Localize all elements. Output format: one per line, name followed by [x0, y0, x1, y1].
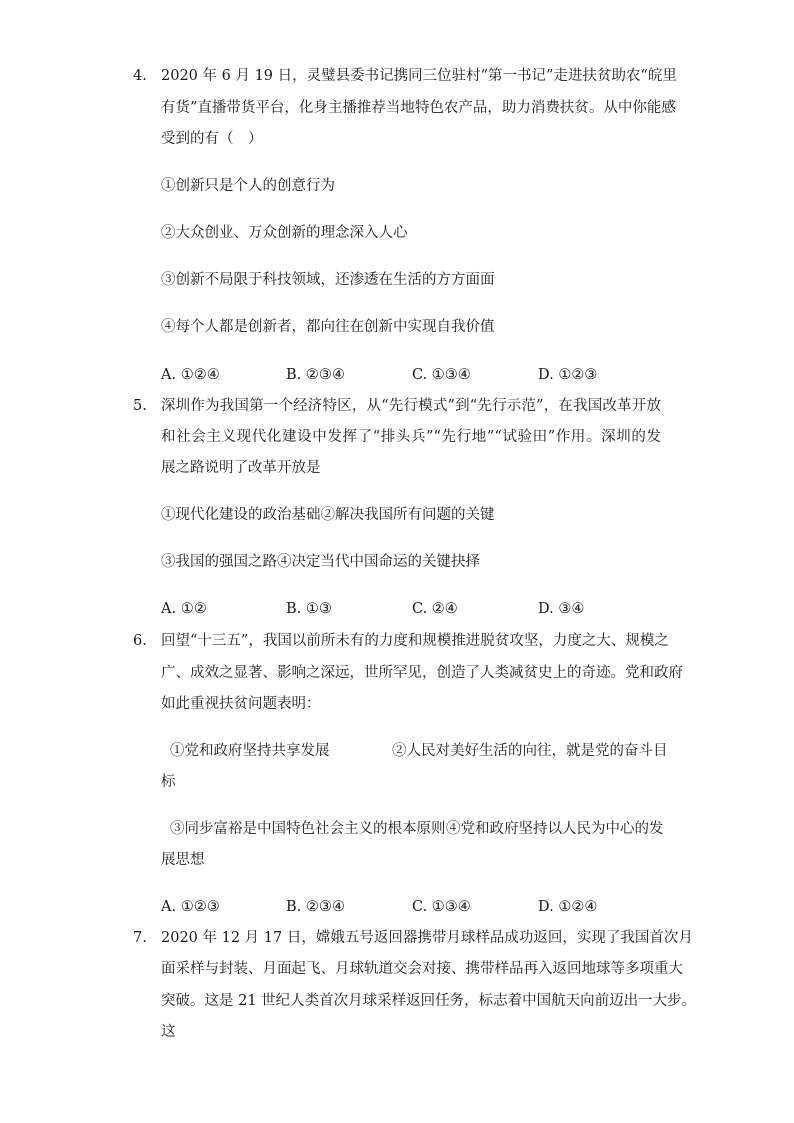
question-stem-line: 突破。这是 21 世纪人类首次月球采样返回任务，标志着中国航天向前迈出一大步。	[161, 993, 697, 1009]
question-stem-line: 这	[161, 1024, 176, 1040]
option-a[interactable]: A. ①②④	[161, 367, 220, 383]
question-stem-line: 面采样与封装、月面起飞、月球轨道交会对接、携带样品再入返回地球等多项重大	[161, 961, 683, 977]
question-number: 6.	[133, 633, 147, 649]
statement: ①创新只是个人的创意行为	[161, 178, 335, 194]
question-number: 4.	[133, 68, 147, 84]
question-stem-line: 展之路说明了改革开放是	[161, 460, 321, 476]
option-b[interactable]: B. ①③	[286, 601, 332, 617]
question-stem-line: 和社会主义现代化建设中发挥了“排头兵”“先行地”“试验田”作用。深圳的发	[161, 429, 661, 445]
statement-continuation: 展思想	[161, 852, 205, 868]
statement: ④党和政府坚持以人民为中心的发	[446, 821, 664, 837]
option-b[interactable]: B. ②③④	[286, 367, 345, 383]
statement: ③同步富裕是中国特色社会主义的根本原则	[170, 821, 446, 837]
question-stem-line: 回望“十三五”，我国以前所未有的力度和规模推进脱贫攻坚，力度之大、规模之	[161, 633, 669, 649]
statement: ①党和政府坚持共享发展	[170, 743, 330, 759]
statement: ④每个人都是创新者，都向往在创新中实现自我价值	[161, 319, 495, 335]
question-stem-line: 2020 年 12 月 17 日，嫦娥五号返回器携带月球样品成功返回，实现了我国首次月	[161, 930, 693, 946]
statement: ①现代化建设的政治基础②解决我国所有问题的关键	[161, 507, 495, 523]
option-d[interactable]: D. ①②④	[538, 899, 598, 915]
question-stem-line: 广、成效之显著、影响之深远，世所罕见，创造了人类减贫史上的奇迹。党和政府	[161, 665, 683, 681]
option-d[interactable]: D. ③④	[538, 601, 585, 617]
statement: ②人民对美好生活的向往，就是党的奋斗目	[392, 743, 668, 759]
question-stem-line: 如此重视扶贫问题表明：	[161, 696, 321, 712]
question-stem-line: 2020 年 6 月 19 日，灵璧县委书记携同三位驻村“第一书记”走进扶贫助农“皖里	[161, 68, 677, 84]
question-stem-line: 深圳作为我国第一个经济特区，从“先行模式”到“先行示范”，在我国改革开放	[161, 398, 661, 414]
option-c[interactable]: C. ①③④	[412, 367, 471, 383]
question-number: 5.	[133, 398, 147, 414]
statement-continuation: 标	[161, 774, 176, 790]
option-a[interactable]: A. ①②③	[161, 899, 220, 915]
question-stem-line: 有货”直播带货平台，化身主播推荐当地特色农产品，助力消费扶贫。从中你能感	[161, 100, 676, 116]
option-a[interactable]: A. ①②	[161, 601, 207, 617]
question-number: 7.	[133, 930, 147, 946]
option-c[interactable]: C. ①③④	[412, 899, 471, 915]
option-b[interactable]: B. ②③④	[286, 899, 345, 915]
question-stem-line: 受到的有（ ）	[161, 131, 263, 147]
option-c[interactable]: C. ②④	[412, 601, 458, 617]
statement: ③创新不局限于科技领域，还渗透在生活的方方面面	[161, 272, 495, 288]
statement: ③我国的强国之路④决定当代中国命运的关键抉择	[161, 554, 480, 570]
statement: ②大众创业、万众创新的理念深入人心	[161, 225, 408, 241]
option-d[interactable]: D. ①②③	[538, 367, 598, 383]
